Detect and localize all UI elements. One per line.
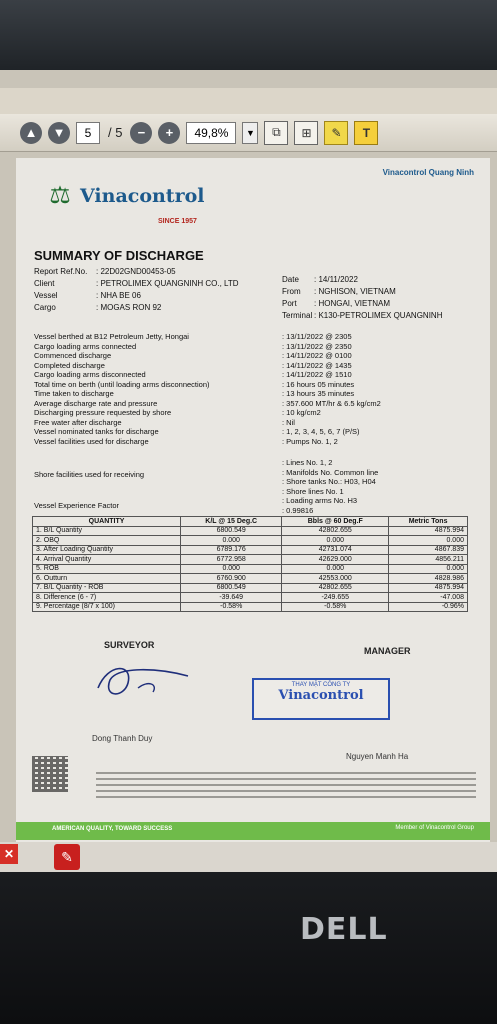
quantity-table xyxy=(32,516,468,612)
event-value: : 14/11/2022 @ 0100 xyxy=(282,351,352,360)
manager-name: Nguyen Manh Ha xyxy=(346,752,409,761)
surveyor-signature xyxy=(88,658,198,702)
event-value: : 357.600 MT/hr & 6.5 kg/cm2 xyxy=(282,398,381,408)
event-label: Vessel berthed at B12 Petroleum Jetty, Hongai xyxy=(34,332,189,341)
table-header-row xyxy=(33,517,468,527)
table-row xyxy=(33,555,468,565)
page-number-input[interactable]: 5 xyxy=(76,122,100,144)
meta-key: From xyxy=(282,287,301,296)
qr-code xyxy=(32,756,68,792)
table-cell: 4828.986 xyxy=(389,574,468,584)
arrow-up-icon[interactable]: ▲ xyxy=(20,122,42,144)
table-header: QUANTITY xyxy=(33,517,181,527)
table-cell: 3. After Loading Quantity xyxy=(33,545,181,555)
table-cell: -0.96% xyxy=(389,602,468,612)
text-tool-icon[interactable]: T xyxy=(354,121,378,145)
table-cell: 5. ROB xyxy=(33,564,181,574)
table-cell: 42802.655 xyxy=(282,526,389,536)
table-cell: 6. Outturn xyxy=(33,574,181,584)
stamp-name: Vinacontrol xyxy=(278,688,364,703)
event-value: : 13/11/2022 @ 2350 xyxy=(282,341,352,351)
event-label: Cargo loading arms connected xyxy=(34,341,137,351)
table-cell: 6789.176 xyxy=(181,545,282,555)
table-cell: 0.000 xyxy=(389,564,468,574)
fine-print xyxy=(96,768,476,812)
table-cell: 0.000 xyxy=(181,536,282,546)
footer-member: Member of Vinacontrol Group xyxy=(395,825,474,831)
monitor-brand: DELL xyxy=(300,912,388,947)
table-cell: 6772.958 xyxy=(181,555,282,565)
fit-width-icon[interactable]: ⊞ xyxy=(294,121,318,145)
vef-label: Vessel Experience Factor xyxy=(34,501,120,510)
event-label: Commenced discharge xyxy=(34,351,112,360)
event-label: Free water after discharge xyxy=(34,417,122,427)
table-cell: 0.000 xyxy=(389,536,468,546)
pdf-toolbar xyxy=(0,114,497,152)
zoom-input[interactable]: 49,8% xyxy=(186,122,236,144)
table-row xyxy=(33,602,468,612)
surveyor-name: Dong Thanh Duy xyxy=(92,734,153,743)
table-row xyxy=(33,536,468,546)
table-cell: -0.58% xyxy=(282,602,389,612)
event-value: : 10 kg/cm2 xyxy=(282,408,321,417)
stamp-top: THAY MẶT CÔNG TY xyxy=(291,682,351,688)
event-value: : Nil xyxy=(282,417,295,427)
table-row xyxy=(33,564,468,574)
table-cell: 0.000 xyxy=(282,564,389,574)
shore-value: : Loading arms No. H3 xyxy=(282,496,358,505)
screen xyxy=(0,70,497,872)
zoom-in-icon[interactable]: + xyxy=(158,122,180,144)
meta-key: Client xyxy=(34,279,55,288)
event-value: : 1, 2, 3, 4, 5, 6, 7 (P/S) xyxy=(282,427,360,436)
shore-label: Shore facilities used for receiving xyxy=(34,470,145,479)
company-logo xyxy=(46,182,204,210)
event-label: Completed discharge xyxy=(34,360,105,370)
monitor-bezel-top xyxy=(0,0,497,70)
event-label: Total time on berth (until loading arms disconnection) xyxy=(34,379,210,389)
table-header: K/L @ 15 Deg.C xyxy=(181,517,282,527)
meta-value: : K130-PETROLIMEX QUANGNINH xyxy=(314,311,443,320)
meta-value: : PETROLIMEX QUANGNINH CO., LTD xyxy=(96,279,239,288)
event-label: Discharging pressure requested by shore xyxy=(34,408,172,417)
table-cell: 4867.839 xyxy=(389,545,468,555)
comment-icon[interactable]: ✎ xyxy=(324,121,348,145)
table-cell: 7. B/L Quantity - ROB xyxy=(33,583,181,593)
meta-key: Cargo xyxy=(34,303,56,312)
table-cell: 42731.074 xyxy=(282,545,389,555)
table-cell: 8. Difference (6 - 7) xyxy=(33,593,181,603)
surveyor-label: SURVEYOR xyxy=(104,640,155,650)
fit-page-icon[interactable]: ⧉ xyxy=(264,121,288,145)
header-company: Vinacontrol Quang Ninh xyxy=(382,168,474,177)
meta-key: Report Ref.No. xyxy=(34,267,88,276)
zoom-dropdown-icon[interactable]: ▼ xyxy=(242,122,258,144)
event-values xyxy=(282,332,381,446)
meta-right xyxy=(282,274,442,322)
manager-label: MANAGER xyxy=(364,646,411,656)
table-cell: 42802.655 xyxy=(282,583,389,593)
table-cell: -249.655 xyxy=(282,593,389,603)
table-cell: 42553.000 xyxy=(282,574,389,584)
table-cell: 0.000 xyxy=(282,536,389,546)
meta-key: Date xyxy=(282,275,299,284)
zoom-out-icon[interactable]: − xyxy=(130,122,152,144)
table-cell: 9. Percentage (8/7 x 100) xyxy=(33,602,181,612)
table-cell: 6800.549 xyxy=(181,526,282,536)
table-cell: 6800.549 xyxy=(181,583,282,593)
table-cell: 4875.994 xyxy=(389,583,468,593)
meta-left xyxy=(34,266,239,314)
table-cell: 42629.000 xyxy=(282,555,389,565)
shore-value: : Shore lines No. 1 xyxy=(282,486,344,496)
event-label: Cargo loading arms disconnected xyxy=(34,370,146,379)
table-row xyxy=(33,574,468,584)
table-row xyxy=(33,526,468,536)
meta-value: : 22D02GND00453-05 xyxy=(96,267,176,276)
meta-value: : 14/11/2022 xyxy=(314,275,358,284)
table-cell: -47.008 xyxy=(389,593,468,603)
header-contact xyxy=(304,168,474,177)
table-header: Bbls @ 60 Deg.F xyxy=(282,517,389,527)
event-value: : 13 hours 35 minutes xyxy=(282,389,355,398)
table-row xyxy=(33,583,468,593)
meta-key: Port xyxy=(282,299,297,308)
event-labels xyxy=(34,332,210,446)
table-header: Metric Tons xyxy=(389,517,468,527)
table-cell: 6760.900 xyxy=(181,574,282,584)
event-value: : 13/11/2022 @ 2305 xyxy=(282,332,352,341)
event-value: : 16 hours 05 minutes xyxy=(282,379,355,389)
table-cell: 1. B/L Quantity xyxy=(33,526,181,536)
meta-key: Vessel xyxy=(34,291,58,300)
shore-value: : Manifolds No. Common line xyxy=(282,467,379,477)
event-label: Average discharge rate and pressure xyxy=(34,398,158,408)
event-label: Vessel facilities used for discharge xyxy=(34,436,149,446)
meta-value: : NHA BE 06 xyxy=(96,291,141,300)
meta-value: : HONGAI, VIETNAM xyxy=(314,299,391,308)
vef-value: : 0.99816 xyxy=(282,506,314,515)
table-cell: -0.58% xyxy=(181,602,282,612)
menu-band xyxy=(0,88,497,114)
table-cell: 4875.994 xyxy=(389,526,468,536)
event-label: Time taken to discharge xyxy=(34,389,114,398)
pdf-app-icon[interactable]: ✎ xyxy=(54,844,80,870)
table-cell: 4. Arrival Quantity xyxy=(33,555,181,565)
meta-value: : NGHISON, VIETNAM xyxy=(314,287,396,296)
company-stamp xyxy=(252,678,390,720)
event-value: : Pumps No. 1, 2 xyxy=(282,436,338,446)
table-row xyxy=(33,545,468,555)
shore-values xyxy=(282,458,378,506)
page-title: SUMMARY OF DISCHARGE xyxy=(34,248,204,263)
taskbar xyxy=(0,842,497,872)
logo-name: Vinacontrol xyxy=(80,185,205,207)
arrow-down-icon[interactable]: ▼ xyxy=(48,122,70,144)
document-page xyxy=(16,158,490,848)
logo-since: SINCE 1957 xyxy=(158,218,197,225)
monitor-bezel-bottom xyxy=(0,872,497,1024)
footer-slogan: AMERICAN QUALITY, TOWARD SUCCESS xyxy=(52,826,173,832)
shore-value: : Shore tanks No.: H03, H04 xyxy=(282,477,376,486)
shore-value: : Lines No. 1, 2 xyxy=(282,458,333,467)
table-cell: 2. OBQ xyxy=(33,536,181,546)
event-label: Vessel nominated tanks for discharge xyxy=(34,427,159,436)
meta-key: Terminal xyxy=(282,311,313,320)
event-value: : 14/11/2022 @ 1510 xyxy=(282,370,352,379)
event-value: : 14/11/2022 @ 1435 xyxy=(282,360,352,370)
table-row xyxy=(33,593,468,603)
table-cell: 0.000 xyxy=(181,564,282,574)
table-cell: 4856.211 xyxy=(389,555,468,565)
close-icon[interactable]: ✕ xyxy=(0,844,18,864)
meta-value: : MOGAS RON 92 xyxy=(96,303,162,312)
scales-icon: ⚖ xyxy=(49,182,71,209)
page-total: / 5 xyxy=(108,125,123,140)
table-cell: -39.649 xyxy=(181,593,282,603)
